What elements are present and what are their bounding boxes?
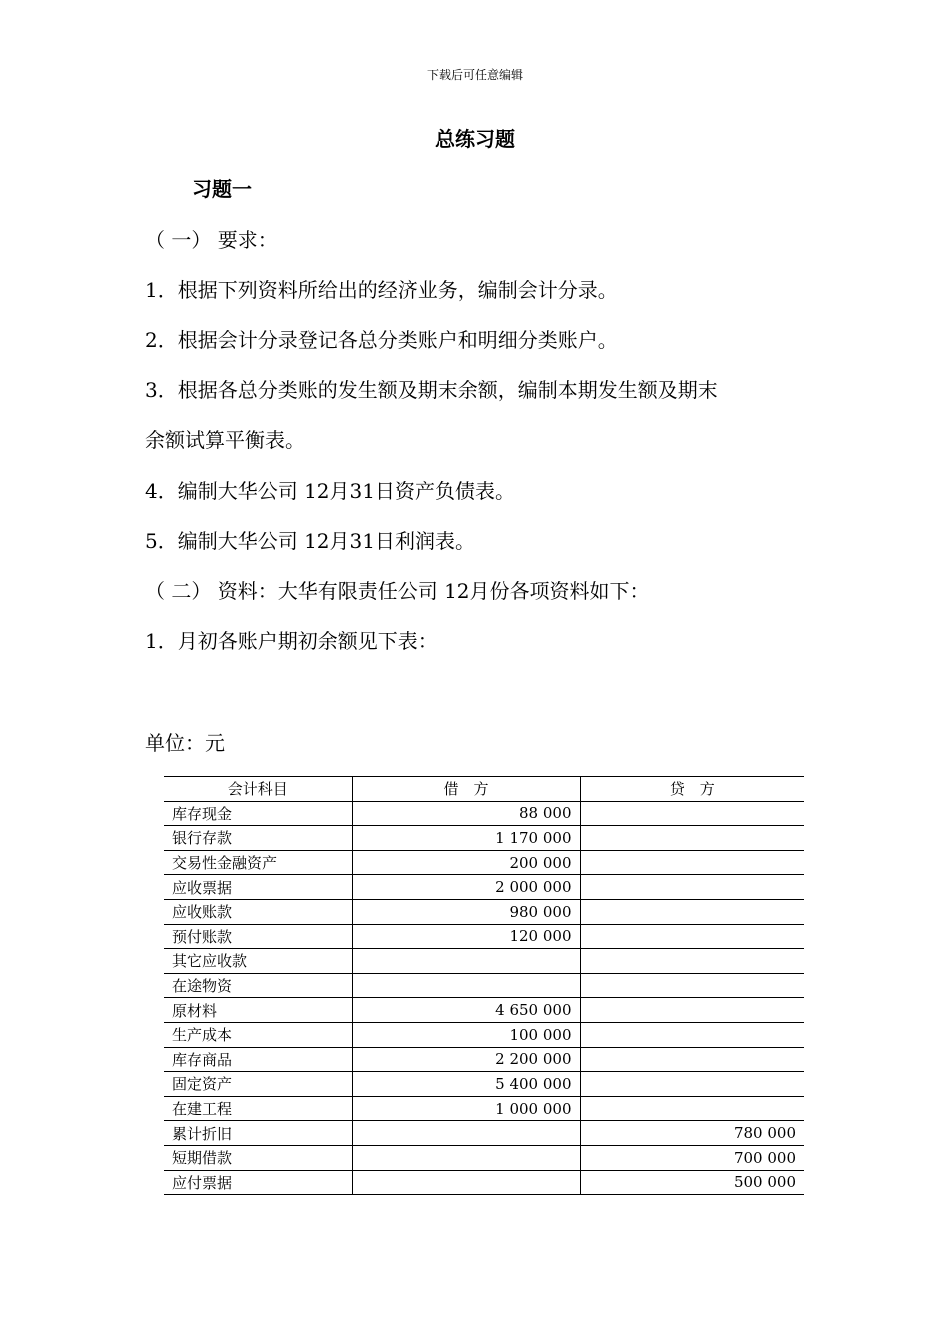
credit-cell: 700 000	[580, 1145, 804, 1170]
requirement-item-1: 1．根据下列资料所给出的经济业务，编制会计分录。	[145, 278, 618, 302]
table-row	[164, 924, 804, 949]
account-cell: 应付票据	[164, 1170, 352, 1195]
section-title: 习题一	[192, 177, 252, 201]
table-row	[164, 1072, 804, 1097]
requirements-heading: （ 一） 要求：	[145, 228, 278, 252]
credit-cell: 780 000	[580, 1121, 804, 1146]
debit-cell	[352, 1145, 580, 1170]
debit-cell: 200 000	[352, 850, 580, 875]
account-cell: 其它应收款	[164, 949, 352, 974]
debit-cell	[352, 1170, 580, 1195]
table-row	[164, 1096, 804, 1121]
table-row	[164, 1145, 804, 1170]
credit-cell	[580, 801, 804, 826]
account-cell: 应收账款	[164, 899, 352, 924]
account-cell: 在途物资	[164, 973, 352, 998]
account-cell: 固定资产	[164, 1072, 352, 1097]
debit-cell: 100 000	[352, 1022, 580, 1047]
account-cell: 生产成本	[164, 1022, 352, 1047]
table-row	[164, 1121, 804, 1146]
column-header-debit: 借 方	[352, 777, 580, 802]
table-row	[164, 1022, 804, 1047]
credit-cell: 500 000	[580, 1170, 804, 1195]
table-row	[164, 801, 804, 826]
table-row	[164, 1047, 804, 1072]
debit-cell	[352, 973, 580, 998]
debit-cell: 4 650 000	[352, 998, 580, 1023]
account-cell: 原材料	[164, 998, 352, 1023]
credit-cell	[580, 1047, 804, 1072]
table-row	[164, 850, 804, 875]
requirement-item-5: 5．编制大华公司 12月31日利润表。	[145, 529, 475, 553]
requirement-item-3-continued: 余额试算平衡表。	[145, 428, 305, 452]
table-header-row	[164, 777, 804, 802]
account-cell: 累计折旧	[164, 1121, 352, 1146]
credit-cell	[580, 1096, 804, 1121]
credit-cell	[580, 924, 804, 949]
requirement-item-4: 4．编制大华公司 12月31日资产负债表。	[145, 479, 515, 503]
account-cell: 应收票据	[164, 875, 352, 900]
table-row	[164, 998, 804, 1023]
unit-label: 单位：元	[145, 731, 225, 755]
debit-cell	[352, 1121, 580, 1146]
credit-cell	[580, 875, 804, 900]
debit-cell: 1 170 000	[352, 826, 580, 851]
credit-cell	[580, 998, 804, 1023]
credit-cell	[580, 899, 804, 924]
materials-item-1: 1．月初各账户期初余额见下表：	[145, 629, 438, 653]
opening-balance-table	[164, 776, 804, 1195]
credit-cell	[580, 850, 804, 875]
column-header-credit: 贷 方	[580, 777, 804, 802]
requirement-item-3: 3．根据各总分类账的发生额及期末余额，编制本期发生额及期末	[145, 378, 718, 402]
account-cell: 在建工程	[164, 1096, 352, 1121]
debit-cell: 88 000	[352, 801, 580, 826]
column-header-account: 会计科目	[164, 777, 352, 802]
debit-cell: 2 200 000	[352, 1047, 580, 1072]
requirement-item-2: 2．根据会计分录登记各总分类账户和明细分类账户。	[145, 328, 618, 352]
credit-cell	[580, 1072, 804, 1097]
header-note: 下载后可任意编辑	[426, 68, 523, 82]
table-row	[164, 826, 804, 851]
account-cell: 短期借款	[164, 1145, 352, 1170]
table-row	[164, 1170, 804, 1195]
account-cell: 库存现金	[164, 801, 352, 826]
debit-cell: 1 000 000	[352, 1096, 580, 1121]
table-row	[164, 899, 804, 924]
credit-cell	[580, 1022, 804, 1047]
table-row	[164, 949, 804, 974]
credit-cell	[580, 949, 804, 974]
credit-cell	[580, 973, 804, 998]
document-title: 总练习题	[435, 127, 515, 151]
account-cell: 银行存款	[164, 826, 352, 851]
table-row	[164, 875, 804, 900]
account-cell: 库存商品	[164, 1047, 352, 1072]
materials-heading: （ 二） 资料：大华有限责任公司 12月份各项资料如下：	[145, 579, 650, 603]
debit-cell: 120 000	[352, 924, 580, 949]
debit-cell: 2 000 000	[352, 875, 580, 900]
account-cell: 预付账款	[164, 924, 352, 949]
table-row	[164, 973, 804, 998]
debit-cell	[352, 949, 580, 974]
account-cell: 交易性金融资产	[164, 850, 352, 875]
credit-cell	[580, 826, 804, 851]
debit-cell: 980 000	[352, 899, 580, 924]
debit-cell: 5 400 000	[352, 1072, 580, 1097]
